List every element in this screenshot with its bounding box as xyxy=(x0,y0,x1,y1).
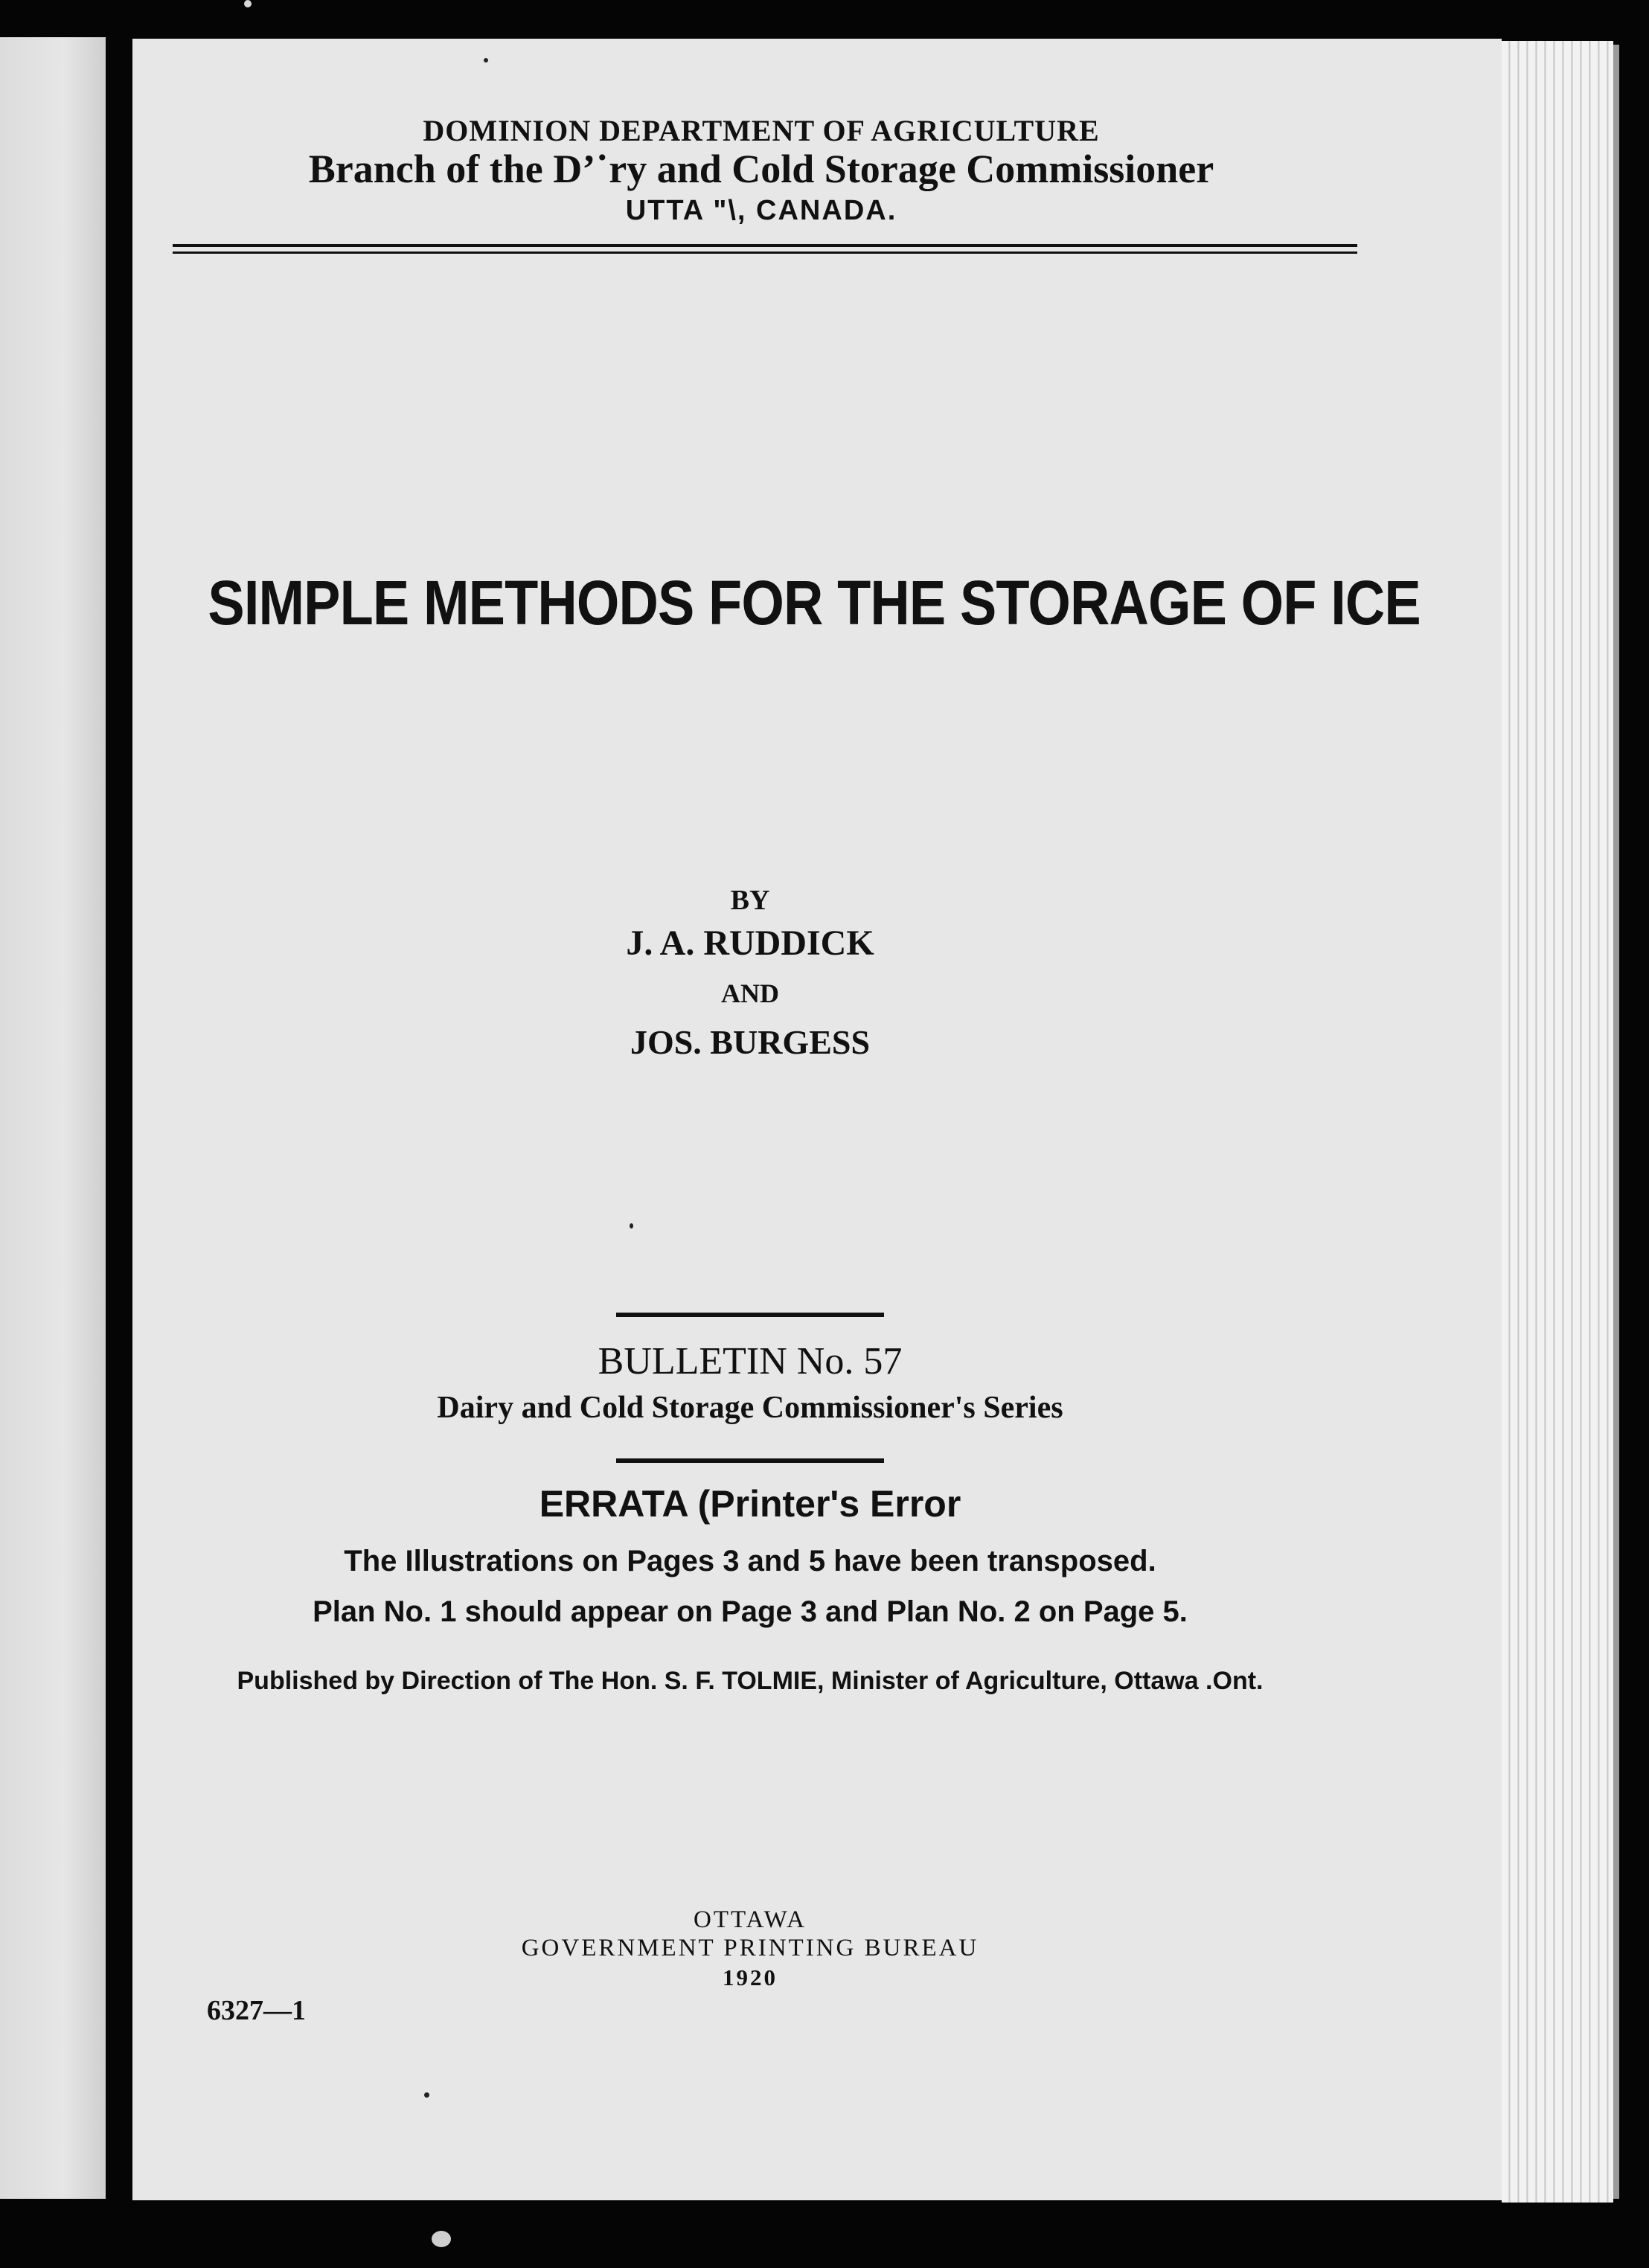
page-stack-edges xyxy=(1502,41,1613,2203)
scan-speck xyxy=(424,2092,429,2098)
author-burgess: JOS. BURGESS xyxy=(630,1023,871,1061)
previous-page-edge xyxy=(0,37,106,2199)
bulletin-number: BULLETIN No. 57 xyxy=(598,1340,903,1383)
imprint-press: GOVERNMENT PRINTING BUREAU xyxy=(521,1935,979,1961)
scan-speck xyxy=(432,2231,451,2247)
scan-speck xyxy=(244,0,252,7)
city-heading: UTTA "\, CANADA. xyxy=(625,195,897,226)
page-stack-shadow xyxy=(1613,45,1619,2199)
and-label: AND xyxy=(721,978,779,1008)
series-name: Dairy and Cold Storage Commissioner's Series xyxy=(437,1391,1063,1425)
header-rule-thin xyxy=(173,252,1357,254)
imprint-year: 1920 xyxy=(723,1964,778,1990)
errata-title: ERRATA (Printer's Error xyxy=(539,1483,961,1525)
document-title: SIMPLE METHODS FOR THE STORAGE OF ICE xyxy=(208,568,1421,638)
branch-heading: Branch of the D’˙ry and Cold Storage Commissioner xyxy=(308,147,1214,191)
published-by-line: Published by Direction of The Hon. S. F. TOLMIE, Minister of Agriculture, Ottawa .Ont. xyxy=(237,1667,1264,1695)
scan-speck xyxy=(630,1223,633,1228)
bulletin-rule-bottom xyxy=(616,1458,884,1463)
title-page xyxy=(132,39,1502,2200)
author-ruddick: J. A. RUDDICK xyxy=(626,923,874,963)
bulletin-rule-top xyxy=(616,1313,884,1317)
imprint-city: OTTAWA xyxy=(693,1906,807,1933)
errata-line-2: Plan No. 1 should appear on Page 3 and Plan No. 2 on Page 5. xyxy=(313,1595,1188,1628)
print-code: 6327—1 xyxy=(207,1995,306,2026)
header-rule-thick xyxy=(173,244,1357,247)
department-heading: DOMINION DEPARTMENT OF AGRICULTURE xyxy=(423,114,1100,147)
errata-line-1: The Illustrations on Pages 3 and 5 have been transposed. xyxy=(344,1545,1156,1577)
scan-speck xyxy=(484,58,488,63)
by-label: BY xyxy=(730,885,770,916)
